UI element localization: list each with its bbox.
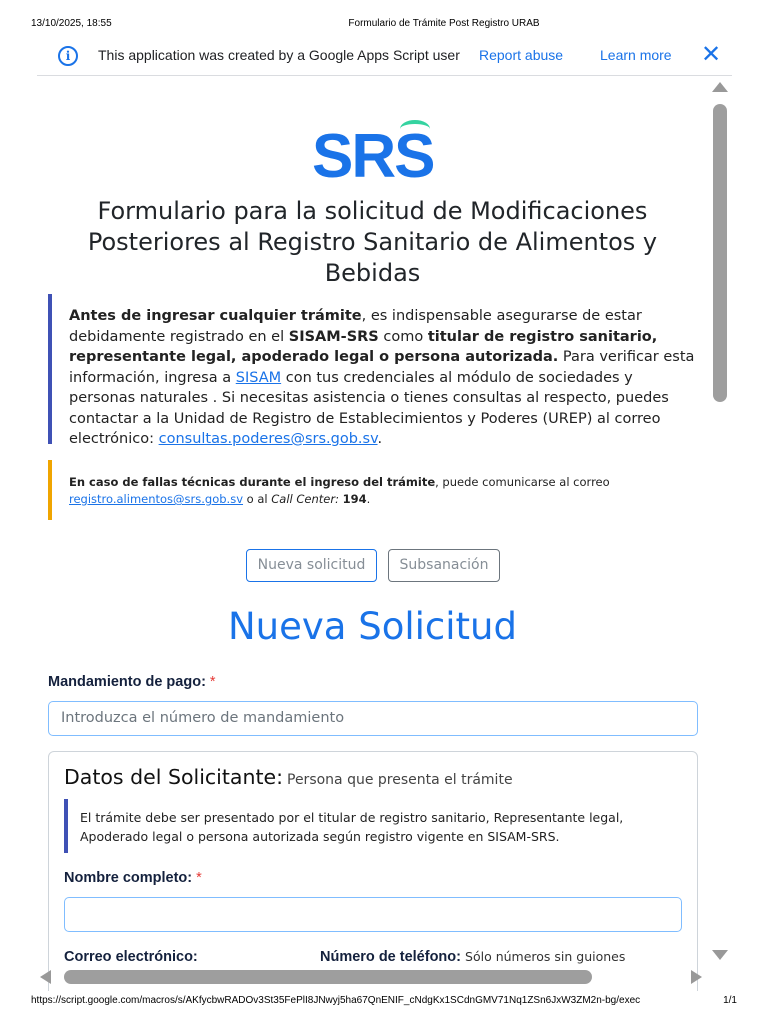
notice-text-3: Para verificar esta información, ingresa a xyxy=(69,349,695,386)
mandamiento-input[interactable]: Introduzca el número de mandamiento xyxy=(48,701,698,736)
telefono-label xyxy=(320,949,625,965)
tab-nueva-solicitud[interactable]: Nueva solicitud xyxy=(246,549,377,582)
mandamiento-label-text: Mandamiento de pago: xyxy=(48,674,206,690)
notice-bold-3: titular de registro sanitario, representante legal, apoderado legal o persona autorizada. xyxy=(69,328,658,365)
page-title: Formulario para la solicitud de Modificaciones Posteriores al Registro Sanitario de Alimentos y Bebidas xyxy=(87,197,658,287)
logo-swoosh-icon xyxy=(400,120,430,138)
print-datetime: 13/10/2025, 18:55 xyxy=(31,18,112,29)
solicitante-card xyxy=(48,751,698,991)
required-marker: * xyxy=(209,674,216,690)
print-header xyxy=(0,0,768,40)
section-title: Nueva Solicitud xyxy=(228,605,517,648)
support-text-2: o al xyxy=(243,492,272,506)
app-content xyxy=(37,76,732,991)
scroll-right-icon[interactable] xyxy=(691,970,702,984)
nombre-input[interactable] xyxy=(64,897,682,932)
telefono-hint: Sólo números sin guiones xyxy=(465,949,626,964)
vertical-scroll-thumb[interactable] xyxy=(713,104,727,402)
notice-text-2: como xyxy=(378,328,428,345)
nombre-label-text: Nombre completo: xyxy=(64,870,193,886)
support-text-4: . xyxy=(366,492,371,506)
tab-subsanacion[interactable]: Subsanación xyxy=(388,549,500,582)
logo-text: SRS xyxy=(312,122,434,191)
registration-notice xyxy=(48,294,698,447)
print-footer xyxy=(0,995,768,1009)
technical-support-notice xyxy=(48,460,698,520)
apps-script-banner xyxy=(37,38,732,76)
srs-logo xyxy=(312,122,434,191)
report-abuse-link[interactable]: Report abuse xyxy=(479,47,564,63)
horizontal-scrollbar[interactable] xyxy=(40,968,705,986)
sisam-link[interactable]: SISAM xyxy=(235,369,282,386)
notice-bold-2: SISAM-SRS xyxy=(288,328,379,345)
solicitante-notice: El trámite debe ser presentado por el titular de registro sanitario, Representante legal, Apoderado legal o persona autorizada según registro vigente en SISAM-SRS. xyxy=(64,799,674,853)
notice-text-1: , es indispensable asegurarse de estar debidamente registrado en el xyxy=(69,308,642,345)
telefono-label-text: Número de teléfono: xyxy=(320,949,461,965)
support-bold-1: En caso de fallas técnicas durante el ingreso del trámite xyxy=(69,475,436,489)
correo-label: Correo electrónico: xyxy=(64,949,198,965)
notice-text-4: con tus credenciales al módulo de sociedades y personas naturales . Si necesitas asistencia o tienes consultas al respecto, puedes contactar a la Unidad de Registro de Establecimientos y Poderes (UREP) al correo electrónico: xyxy=(69,369,669,447)
solicitante-subtitle: Persona que presenta el trámite xyxy=(287,772,513,788)
banner-message: This application was created by a Google Apps Script user xyxy=(98,47,460,63)
print-url: https://script.google.com/macros/s/AKfycbwRADOv3St35FePlI8JNwyj5ha67QnENIF_cNdgKx1SCdnGMV71Nq1ZSn6JxW3ZM2n-bg/exec xyxy=(31,995,641,1006)
scroll-down-icon[interactable] xyxy=(712,950,728,960)
notice-bold-1: Antes de ingresar cualquier trámite xyxy=(69,308,362,324)
solicitante-title: Datos del Solicitante: xyxy=(64,765,284,789)
close-icon[interactable]: ✕ xyxy=(701,40,722,68)
scroll-left-icon[interactable] xyxy=(40,970,51,984)
support-email-link[interactable]: registro.alimentos@srs.gob.sv xyxy=(69,492,244,506)
support-callcenter-label: Call Center: xyxy=(271,492,339,506)
info-icon: i xyxy=(58,46,78,66)
notice-text-5: . xyxy=(377,431,383,447)
urep-email-link[interactable]: consultas.poderes@srs.gob.sv xyxy=(158,431,378,447)
learn-more-link[interactable]: Learn more xyxy=(600,47,672,63)
nombre-label xyxy=(64,870,202,886)
horizontal-scroll-thumb[interactable] xyxy=(64,970,592,984)
mandamiento-label xyxy=(48,674,216,690)
support-callcenter-number: 194 xyxy=(342,492,367,506)
print-page-title: Formulario de Trámite Post Registro URAB xyxy=(348,18,540,29)
vertical-scrollbar[interactable] xyxy=(712,82,728,967)
print-page-number: 1/1 xyxy=(723,995,737,1006)
required-marker: * xyxy=(196,870,202,886)
support-text-1: , puede comunicarse al correo xyxy=(435,475,610,489)
scroll-up-icon[interactable] xyxy=(712,82,728,92)
